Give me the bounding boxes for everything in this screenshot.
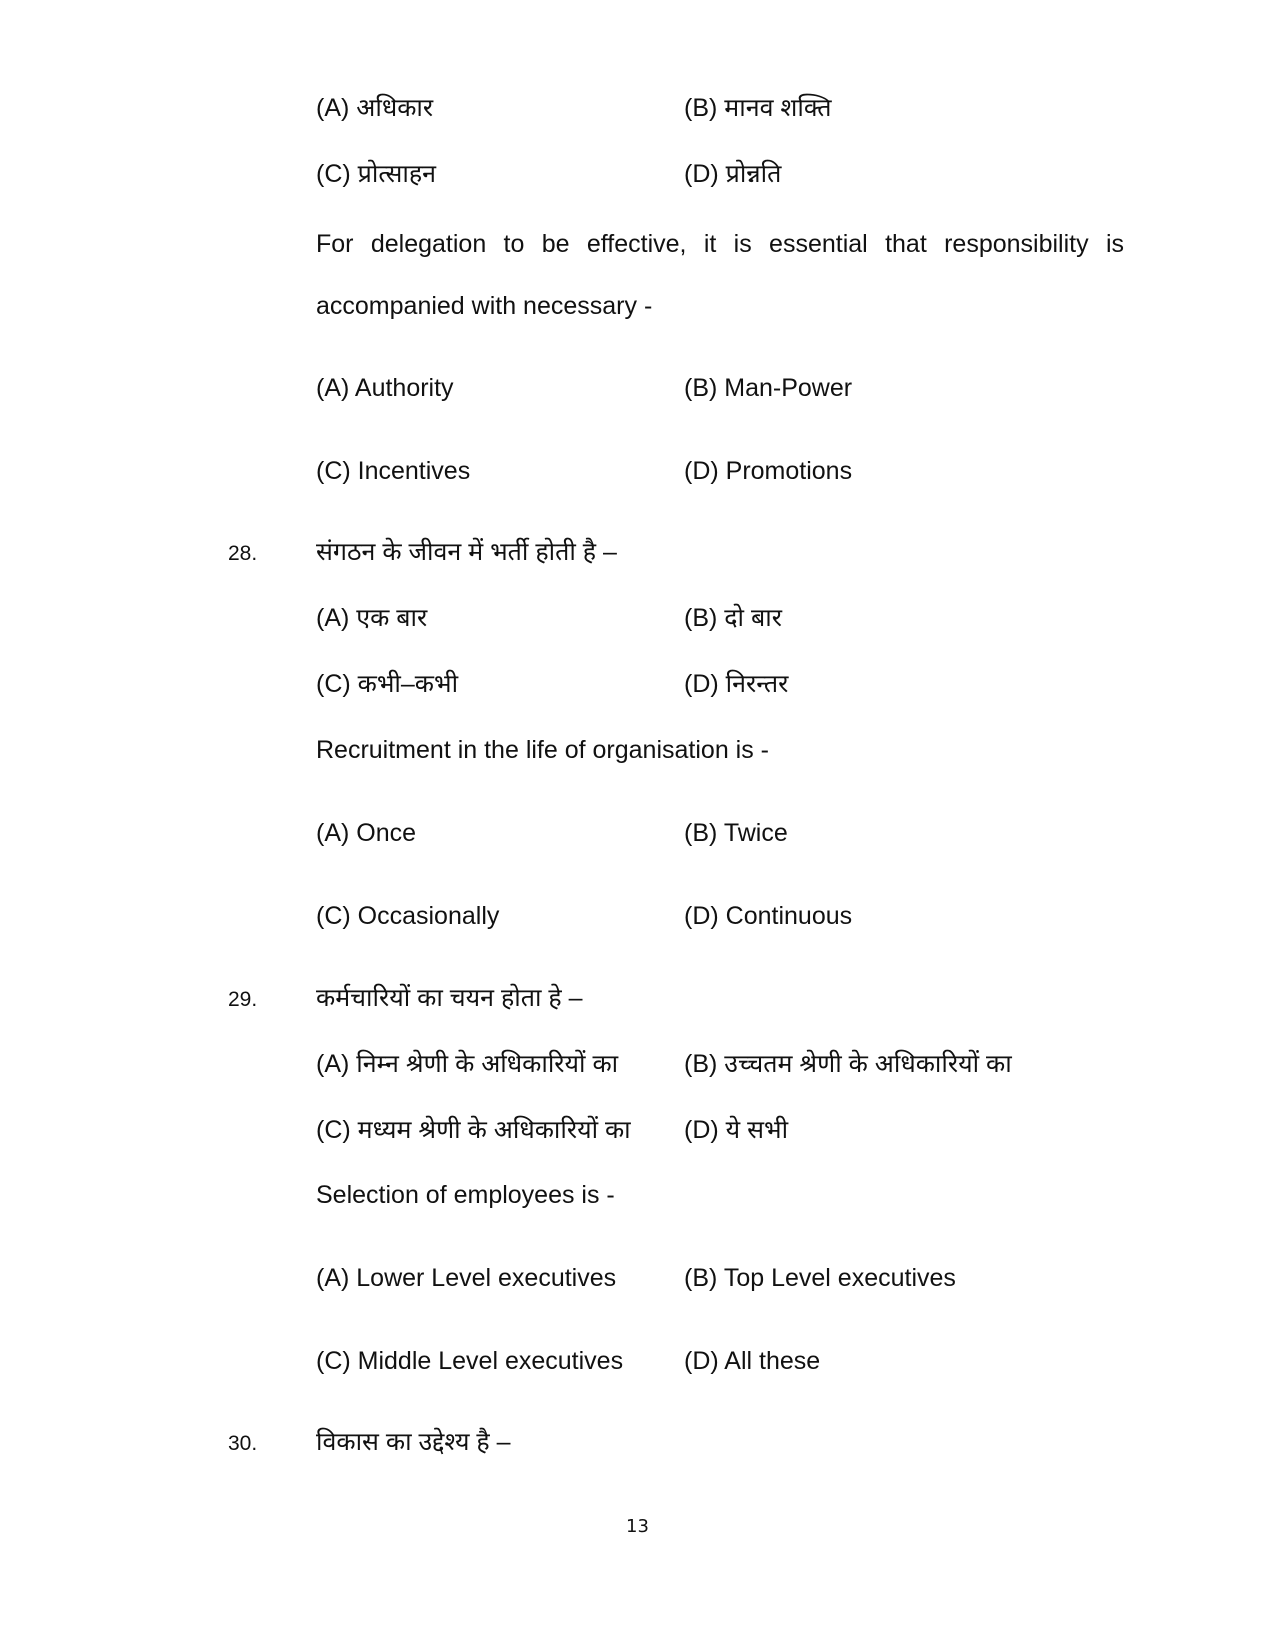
option-b-english: (B) Twice xyxy=(684,819,788,847)
question-text-english: For delegation to be effective, it is essential that responsibility is accompanied with necessary - xyxy=(316,230,1124,320)
option-d-english: (D) All these xyxy=(684,1347,821,1375)
question-number: 30. xyxy=(228,1432,258,1455)
option-a-hindi: (A) एक बार xyxy=(316,604,428,632)
option-c-english: (C) Middle Level executives xyxy=(316,1347,624,1375)
option-a-english: (A) Lower Level executives xyxy=(316,1264,617,1292)
option-a-english: (A) Once xyxy=(316,819,417,847)
option-b-hindi: (B) दो बार xyxy=(684,604,782,632)
option-a-english: (A) Authority xyxy=(316,374,454,402)
option-d-english: (D) Promotions xyxy=(684,457,853,485)
option-d-english: (D) Continuous xyxy=(684,902,853,930)
question-text-hindi: विकास का उद्देश्य है – xyxy=(316,1428,511,1456)
question-text-hindi: कर्मचारियों का चयन होता हे – xyxy=(316,984,583,1012)
question-number: 29. xyxy=(228,988,258,1011)
option-c-english: (C) Incentives xyxy=(316,457,471,485)
option-b-english: (B) Man-Power xyxy=(684,374,853,402)
option-a-hindi: (A) निम्न श्रेणी के अधिकारियों का xyxy=(316,1050,619,1078)
question-number: 28. xyxy=(228,542,258,565)
question-text-hindi: संगठन के जीवन में भर्ती होती है – xyxy=(316,538,617,566)
option-d-hindi: (D) ये सभी xyxy=(684,1116,789,1144)
question-text-english: Selection of employees is - xyxy=(316,1181,615,1209)
option-a-hindi: (A) अधिकार xyxy=(316,94,434,122)
option-c-hindi: (C) कभी–कभी xyxy=(316,670,459,698)
option-d-hindi: (D) प्रोन्नति xyxy=(684,160,782,188)
option-c-hindi: (C) मध्यम श्रेणी के अधिकारियों का xyxy=(316,1116,631,1144)
option-b-hindi: (B) उच्चतम श्रेणी के अधिकारियों का xyxy=(684,1050,1012,1078)
page-number: 13 xyxy=(626,1516,649,1537)
option-b-english: (B) Top Level executives xyxy=(684,1264,956,1292)
option-b-hindi: (B) मानव शक्ति xyxy=(684,94,832,122)
option-c-hindi: (C) प्रोत्साहन xyxy=(316,160,437,188)
option-c-english: (C) Occasionally xyxy=(316,902,500,930)
question-text-english: Recruitment in the life of organisation is - xyxy=(316,736,769,764)
option-d-hindi: (D) निरन्तर xyxy=(684,670,789,698)
